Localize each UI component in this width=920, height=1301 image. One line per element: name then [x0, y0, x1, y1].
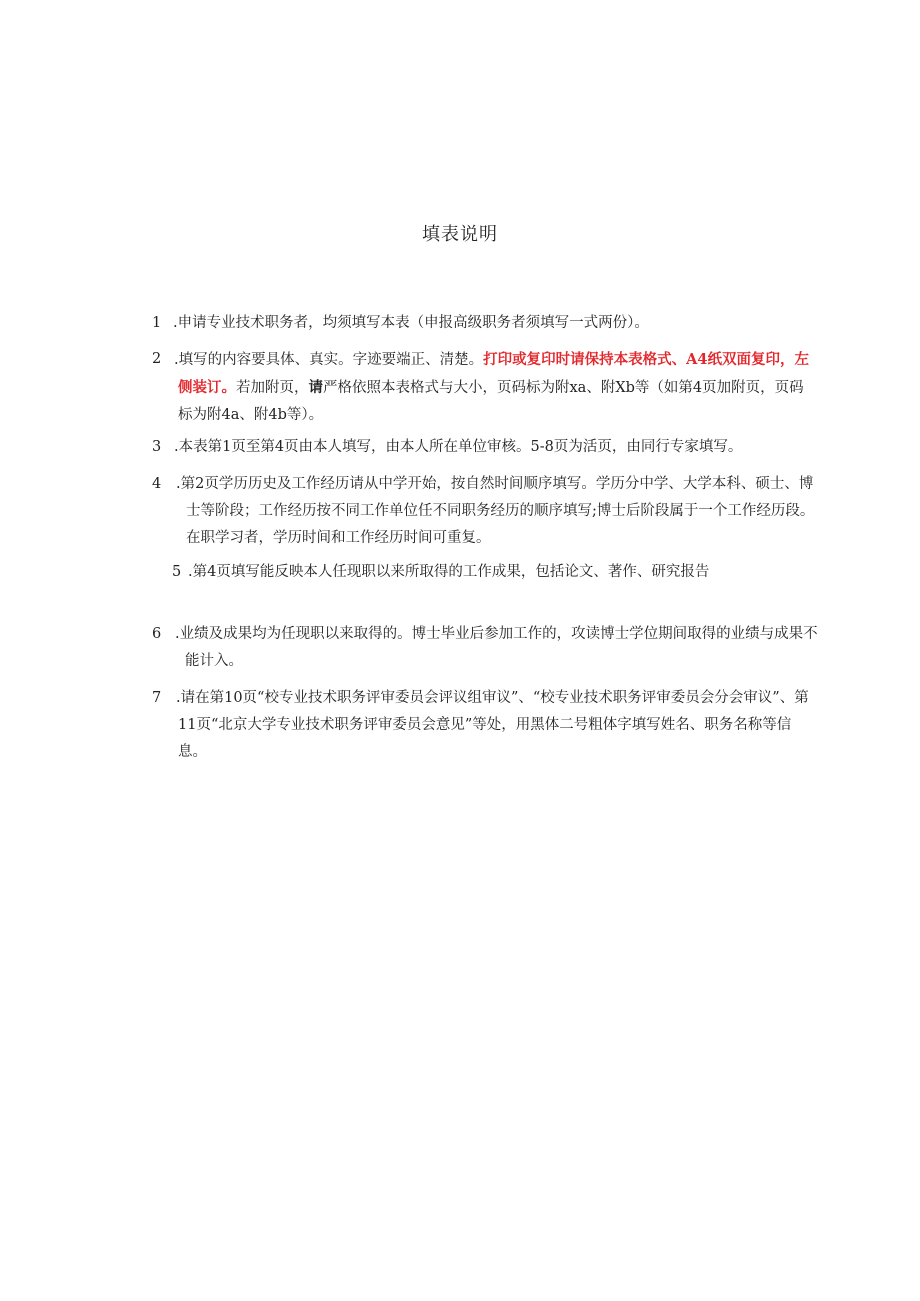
instruction-item-2: [152, 346, 818, 429]
item-text-bold: 请: [308, 379, 323, 396]
item-text-highlight: 打印或复印时请保持本表格式、A4纸双面复印，左侧装订。: [178, 351, 809, 396]
item-text-plain: .填写的内容要具体、真实。字迹要端正、清楚。: [174, 352, 484, 368]
item-text: .第4页填写能反映本人任现职以来所取得的工作成果，包括论文、著作、研究报告: [188, 564, 710, 580]
item-number: 3: [152, 439, 162, 455]
item-text: .申请专业技术职务者，均须填写本表（申报高级职务者须填写一式两份）。: [173, 315, 649, 331]
page-title: 填表说明: [422, 224, 498, 245]
item-text-plain-3: 严格依照本表格式与大小，页码标为附xa、附Xb等（如第4页加附页，页码标为附4a、附4b等）。: [178, 380, 804, 423]
item-number: 1: [152, 315, 162, 331]
item-number: 4: [152, 476, 162, 492]
item-text-plain-2: 若加附页，: [236, 380, 309, 396]
item-number: 5: [172, 564, 182, 580]
item-text: .本表第1页至第4页由本人填写，由本人所在单位审核。5-8页为活页，由同行专家填写。: [174, 439, 743, 455]
instruction-item-3: [152, 434, 818, 461]
item-text: [152, 346, 818, 429]
item-text: .第2页学历历史及工作经历请从中学开始，按自然时间顺序填写。学历分中学、大学本科、硕士、博士等阶段；工作经历按不同工作单位任不同职务经历的顺序填写;博士后阶段属于一个工作经历段。在职学习者，学历时间和工作经历时间可重复。: [176, 476, 815, 546]
instruction-item-6: [152, 621, 818, 675]
instruction-item-4: [152, 471, 818, 552]
item-number: 6: [152, 626, 162, 642]
item-number: 7: [152, 690, 162, 706]
item-text: .业绩及成果均为任现职以来取得的。博士毕业后参加工作的，攻读博士学位期间取得的业绩与成果不能计入。: [175, 626, 818, 669]
instruction-item-5: [172, 559, 832, 586]
item-text: .请在第10页“校专业技术职务评审委员会评议组审议”、“校专业技术职务评审委员会分会审议”、第11页“北京大学专业技术职务评审委员会意见”等处，用黑体二号粗体字填写姓名、职务名称等信息。: [176, 690, 809, 760]
instruction-item-1: [152, 310, 812, 337]
instruction-item-7: [152, 685, 818, 766]
item-number: 2: [152, 351, 162, 367]
